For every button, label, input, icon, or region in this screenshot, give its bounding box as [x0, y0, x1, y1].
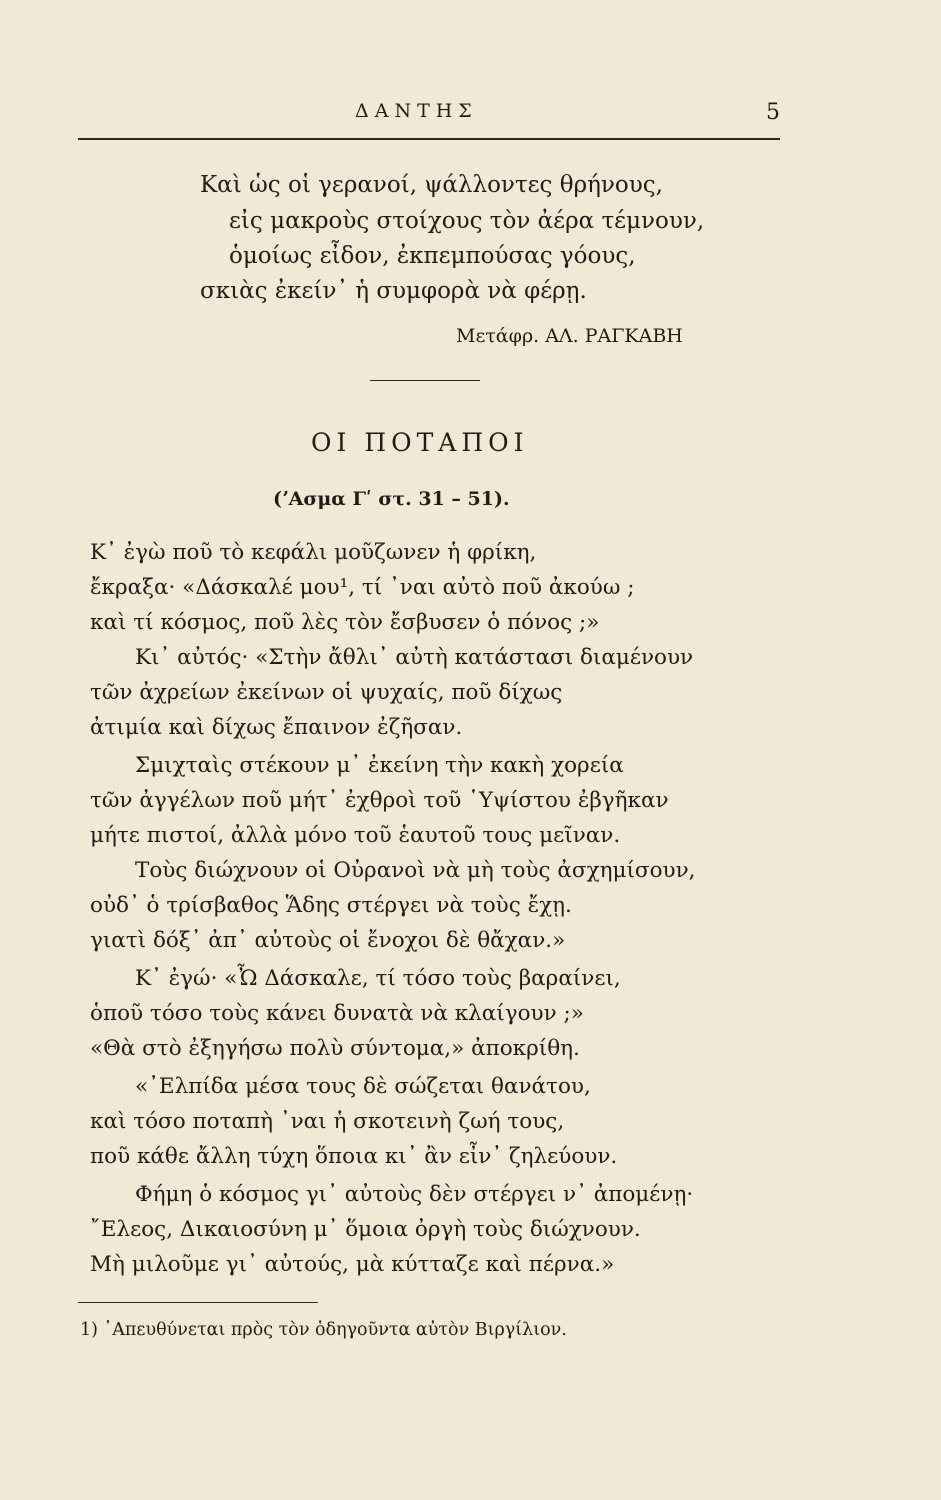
verse-line: τῶν ἀχρείων ἐκείνων οἱ ψυχαίς, ποῦ δίχως	[90, 680, 563, 705]
verse-line: Κ᾿ ἐγώ· «Ὦ Δάσκαλε, τί τόσο τοὺς βαραίνει,	[135, 966, 621, 991]
verse-line: καὶ τί κόσμος, ποῦ λὲς τὸν ἔσβυσεν ὁ πόνος ;»	[90, 610, 600, 635]
verse-line: «Θὰ στὸ ἐξηγήσω πολὺ σύντομα,» ἀποκρίθη.	[90, 1036, 580, 1061]
verse-line: ὁποῦ τόσο τοὺς κάνει δυνατὰ νὰ κλαίγουν ;»	[90, 1001, 584, 1026]
translator-credit: Μετάφρ. ΑΛ. ΡΑΓΚΑΒΗ	[456, 325, 683, 347]
verse-line: Κ᾿ ἐγὼ ποῦ τὸ κεφάλι μοῦζωνεν ἡ φρίκη,	[90, 540, 537, 565]
running-title: ΔΑΝΤΗΣ	[355, 100, 478, 122]
verse-line: ἔκραξα· «Δάσκαλέ μου¹, τί ᾿ναι αὐτὸ ποῦ ἀκούω ;	[90, 575, 635, 600]
section-title: ΟΙ ΠΟΤΑΠΟΙ	[311, 428, 529, 457]
verse-line: καὶ τόσο ποταπὴ ᾿ναι ἡ σκοτεινὴ ζωή τους,	[90, 1109, 565, 1134]
section-rule	[370, 380, 480, 381]
footnote: 1) ᾿Απευθύνεται πρὸς τὸν ὁδηγοῦντα αὐτὸν Βιργίλιον.	[80, 1320, 567, 1340]
epigraph-line: ὁμοίως εἶδον, ἐκπεμπούσας γόους,	[229, 243, 636, 269]
verse-line: Τοὺς διώχνουν οἱ Οὐρανοὶ νὰ μὴ τοὺς ἀσχημίσουν,	[135, 858, 696, 883]
verse-line: ποῦ κάθε ἄλλη τύχη ὅποια κι᾿ ἂν εἶν᾿ ζηλεύουν.	[90, 1144, 618, 1169]
verse-line: τῶν ἀγγέλων ποῦ μήτ᾿ ἐχθροὶ τοῦ ῾Υψίστου ἐβγῆκαν	[90, 788, 669, 813]
epigraph-line: σκιὰς ἐκείν᾿ ἡ συμφορὰ νὰ φέρῃ.	[200, 278, 587, 304]
verse-line: ἀτιμία καὶ δίχως ἔπαινον ἐζῆσαν.	[90, 715, 463, 740]
verse-line: Σμιχταὶς στέκουν μ᾿ ἐκείνη τὴν κακὴ χορεία	[135, 753, 624, 778]
verse-line: γιατὶ δόξ᾿ ἀπ᾿ αὐτοὺς οἱ ἔνοχοι δὲ θἄχαν.»	[90, 928, 566, 953]
epigraph-line: Καὶ ὡς οἱ γερανοί, ψάλλοντες θρήνους,	[200, 172, 663, 198]
verse-line: Φήμη ὁ κόσμος γι᾿ αὐτοὺς δὲν στέργει ν᾿ ἀπομένῃ·	[135, 1182, 694, 1207]
verse-line: μήτε πιστοί, ἀλλὰ μόνο τοῦ ἑαυτοῦ τους μεῖναν.	[90, 823, 621, 848]
verse-line: ῎Ελεος, Δικαιοσύνη μ᾿ ὅμοια ὀργὴ τοὺς διώχνουν.	[90, 1217, 641, 1242]
footnote-rule	[78, 1302, 318, 1303]
page-number: 5	[766, 100, 780, 125]
verse-line: Μὴ μιλοῦμε γι᾿ αὐτούς, μὰ κύτταζε καὶ πέρνα.»	[90, 1252, 615, 1277]
verse-line: οὐδ᾿ ὁ τρίσβαθος Ἅδης στέργει νὰ τοὺς ἔχῃ.	[90, 893, 572, 918]
section-subtitle: (ʼΑσμα Γʹ στ. 31 – 51).	[273, 488, 510, 510]
verse-line: Κι᾿ αὐτός· «Στὴν ἄθλι᾿ αὐτὴ κατάστασι διαμένουν	[135, 645, 694, 670]
header-rule	[78, 138, 780, 140]
verse-line: «᾿Ελπίδα μέσα τους δὲ σώζεται θανάτου,	[135, 1074, 591, 1099]
epigraph-line: εἰς μακροὺς στοίχους τὸν ἀέρα τέμνουν,	[229, 208, 705, 234]
